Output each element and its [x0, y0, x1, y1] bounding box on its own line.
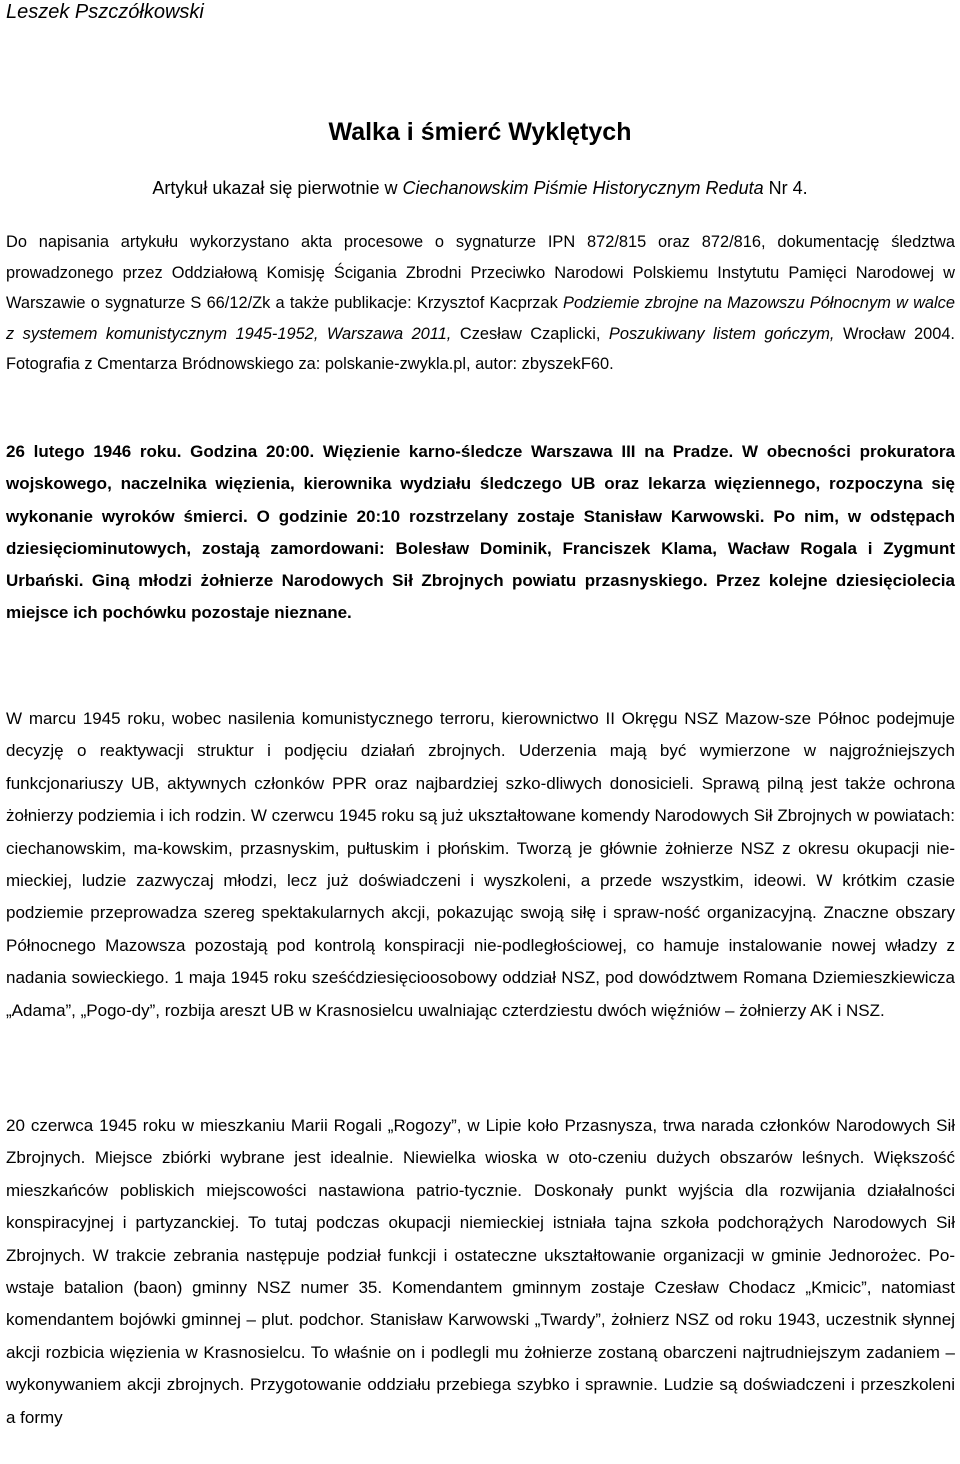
sources-intro: Do napisania artykułu wykorzystano akta procesowe o sygnaturze IPN 872/815 oraz 872/816, dokumentację śledztwa prowadzonego przez Oddziałową Komisję Ścigania Zbrodni Przeciwko Narodowi Polskiemu Instytutu Pamięci Narodowej w Warszawie o sygnaturze S 66/12/Zk a także publikacje: Krzysztof Kacprzak — [6, 233, 955, 313]
lead-paragraph: 26 lutego 1946 roku. Godzina 20:00. Więzienie karno-śledcze Warszawa III na Pradze. W obecności prokuratora wojskowego, naczelnika więzienia, kierownika wydziału śledczego UB oraz lekarza więziennego, rozpoczyna się wykonanie wyroków śmierci. O godzinie 20:10 rozstrzelany zostaje Stanisław Karwowski. Po nim, w odstępach dziesięciominutowych, zostają zamordowani: Bolesław Dominik, Franciszek Klama, Wacław Rogala i Zygmunt Urbański. Giną młodzi żołnierze Narodowych Sił Zbrojnych powiatu przasnyskiego. Przez kolejne dziesięciolecia miejsce ich pochówku pozostaje nieznane. — [6, 442, 955, 623]
publication-note-after: Nr 4. — [763, 178, 808, 198]
book-title-czaplicki: Poszukiwany listem gończym, — [608, 324, 835, 343]
publication-note-before: Artykuł ukazał się pierwotnie w — [152, 178, 403, 198]
body-paragraph-2: 20 czerwca 1945 roku w mieszkaniu Marii Rogali „Rogozy”, w Lipie koło Przasnysza, trwa narada członków Narodowych Sił Zbrojnych. Miejsce zbiórki wybrane jest idealnie. Niewielka wioska w oto-czeniu dużych obszarów leśnych. Większość mieszkańców pobliskich miejscowości nastawiona patrio-tycznie. Doskonały punkt wyjścia dla rozwijania działalności konspiracyjnej i partyzanckiej. To tutaj podczas okupacji niemieckiej istniała tajna szkoła podchorążych Narodowych Sił Zbrojnych. W trakcie zebrania następuje podział funkcji i ostateczne ukształtowanie organizacji w gminie Jednorożec. Po-wstaje batalion (baon) gminny NSZ numer 35. Komendantem gminnym zostaje Czesław Chodacz „Kmicic”, natomiast komendantem bojówki gminnej – plut. podchor. Stanisław Karwowski „Twardy”, żołnierz NSZ od roku 1943, uczestnik słynnej akcji rozbicia więzienia w Krasnosielcu. To właśnie on i podlegli mu żołnierze zostaną obarczeni najtrudniejszym zadaniem – wykonywaniem akcji zbrojnych. Przygotowanie oddziału przebiega szybko i sprawnie. Ludzie są doświadczeni i przeszkoleni a formy — [6, 1116, 955, 1427]
body-paragraph-1: W marcu 1945 roku, wobec nasilenia komunistycznego terroru, kierownictwo II Okręgu NSZ Mazow-sze Północ podejmuje decyzję o reaktywacji struktur i podjęciu działań zbrojnych. Uderzenia mają być wymierzone w najgroźniejszych funkcjonariuszy UB, aktywnych członków PPR oraz najbardziej szko-dliwych donosicieli. Sprawą pilną jest także ochrona żołnierzy podziemia i ich rodzin. W czerwcu 1945 roku są już ukształtowane komendy Narodowych Sił Zbrojnych w powiatach: ciechanowskim, ma-kowskim, przasnyskim, pułtuskim i płońskim. Tworzą je głównie żołnierze NSZ z okresu okupacji nie-mieckiej, ludzie zazwyczaj młodzi, lecz już doświadczeni i wyszkoleni, a przede wszystkim, ideowi. W krótkim czasie podziemie przeprowadza szereg spektakularnych akcji, pokazując swoją siłę i spraw-ność organizacyjną. Znaczne obszary Północnego Mazowsza pozostają pod kontrolą konspiracji nie-podległościowej, co hamuje instalowanie nowej władzy z nadania sowieckiego. 1 maja 1945 roku sześćdziesięcioosobowy oddział NSZ, pod dowództwem Romana Dziemieszkiewicza „Adama”, „Pogo-dy”, rozbija areszt UB w Krasnosielcu uwalniając czterdziestu dwóch więźniów – żołnierzy AK i NSZ. — [6, 709, 955, 1020]
author-name: Leszek Pszczółkowski — [6, 1, 204, 23]
sources-mid: Czesław Czaplicki, — [451, 324, 609, 343]
sources-end: Wrocław 2004. Fotografia z Cmentarza Bródnowskiego za: polskanie-zwykla.pl, autor: zbyszekF60. — [6, 324, 955, 374]
publication-note — [0, 176, 960, 200]
journal-name: Ciechanowskim Piśmie Historycznym Reduta — [402, 178, 764, 198]
book-title-kacprzak: Podziemie zbrojne na Mazowszu Północnym w walce z systemem komunistycznym 1945-1952, Warszawa 2011, — [6, 294, 955, 343]
sources-paragraph — [6, 227, 955, 380]
article-title: Walka i śmierć Wyklętych — [328, 118, 632, 146]
